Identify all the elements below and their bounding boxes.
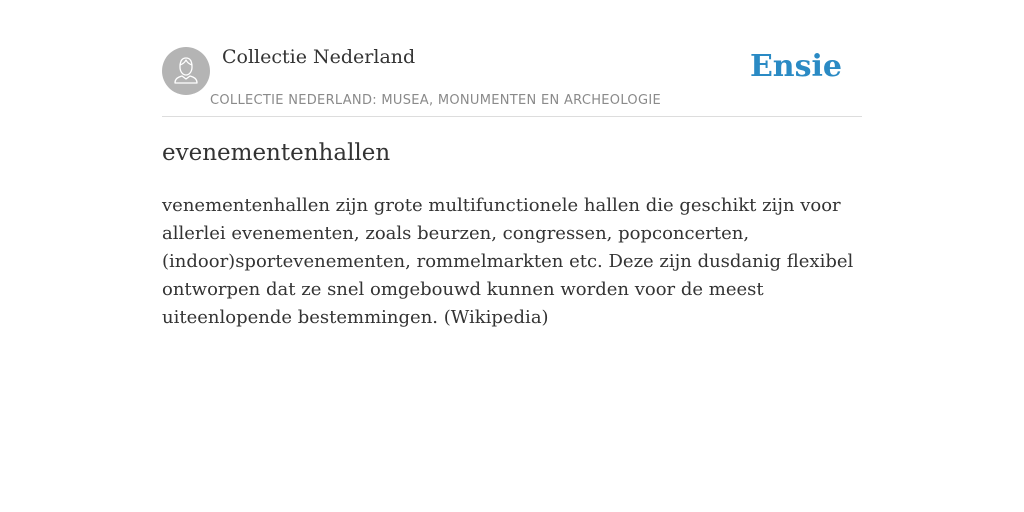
header — [162, 40, 862, 117]
page-title: evenementenhallen — [162, 140, 391, 166]
collection-link[interactable]: COLLECTIE NEDERLAND: MUSEA, MONUMENTEN EN ARCHEOLOGIE — [210, 93, 661, 108]
avatar[interactable] — [162, 47, 210, 95]
article-body: venementenhallen zijn grote multifunctionele hallen die geschikt zijn voor allerlei evenementen, zoals beurzen, congressen, popconcerten, (indoor)sportevenementen, rommelmarkten etc. Deze zijn dusdanig flexibel ontworpen dat ze snel omgebouwd kunnen worden voor de meest uiteenlopende bestemmingen. (Wikipedia) — [162, 195, 854, 328]
brand-logo[interactable]: Ensie — [749, 49, 842, 84]
author-name[interactable]: Collectie Nederland — [222, 46, 416, 68]
user-silhouette-icon — [162, 47, 210, 95]
